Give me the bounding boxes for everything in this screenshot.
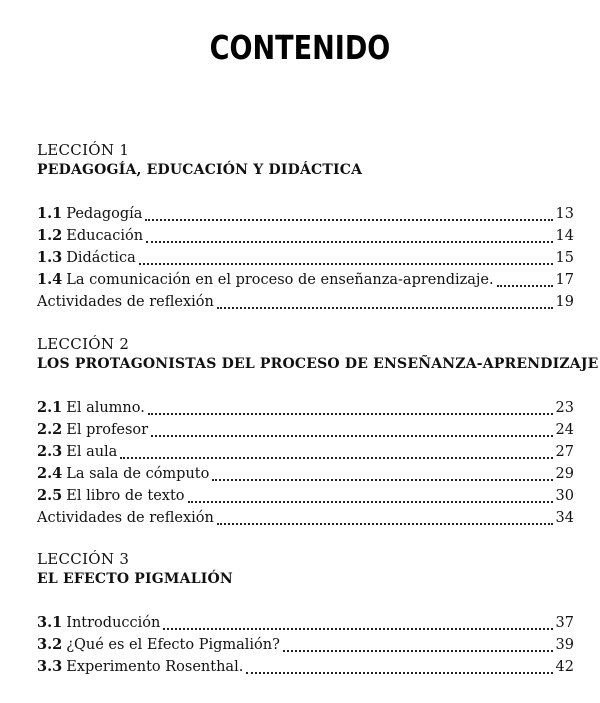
dot-leader: [217, 523, 553, 525]
toc-entry[interactable]: [37, 269, 574, 291]
lesson-title: EL EFECTO PIGMALIÓN: [37, 571, 233, 587]
entry-number: 2.3: [37, 443, 63, 460]
toc-entry-list: [37, 397, 574, 529]
entry-label: Experimento Rosenthal.: [66, 659, 244, 675]
entry-label: El alumno.: [66, 400, 145, 416]
entry-label: ¿Qué es el Efecto Pigmalión?: [66, 637, 280, 653]
lesson-number: LECCIÓN 2: [37, 335, 130, 353]
toc-entry-list: [37, 203, 574, 313]
entry-number: 2.2: [37, 421, 63, 438]
dot-leader: [497, 285, 553, 287]
dot-leader: [120, 457, 552, 459]
toc-entry-list: [37, 612, 574, 678]
entry-page: 13: [555, 206, 574, 222]
entry-number: 2.1: [37, 399, 63, 416]
entry-page: 14: [555, 228, 574, 244]
entry-page: 15: [555, 250, 574, 266]
page-title: CONTENIDO: [209, 28, 391, 67]
entry-page: 29: [555, 466, 574, 482]
entry-number: 1.4: [37, 271, 63, 288]
entry-label: Introducción: [66, 615, 161, 631]
dot-leader: [151, 435, 552, 437]
entry-label: Educación: [66, 228, 144, 244]
lesson-2-section: [37, 334, 599, 529]
entry-page: 30: [555, 488, 574, 504]
toc-entry[interactable]: [37, 612, 574, 634]
toc-entry[interactable]: [37, 485, 574, 507]
toc-entry[interactable]: [37, 634, 574, 656]
toc-entry[interactable]: [37, 291, 574, 313]
dot-leader: [146, 241, 553, 243]
entry-page: 34: [555, 510, 574, 526]
dot-leader: [163, 628, 552, 630]
toc-entry[interactable]: [37, 463, 574, 485]
entry-page: 17: [555, 272, 574, 288]
entry-number: 2.5: [37, 487, 63, 504]
entry-number: 1.3: [37, 249, 63, 266]
entry-number: 2.4: [37, 465, 63, 482]
entry-page: 37: [555, 615, 574, 631]
toc-entry[interactable]: [37, 225, 574, 247]
entry-label: Pedagogía: [66, 206, 143, 222]
dot-leader: [212, 479, 552, 481]
toc-entry[interactable]: [37, 419, 574, 441]
entry-label: Actividades de reflexión: [37, 294, 214, 310]
toc-entry[interactable]: [37, 507, 574, 529]
dot-leader: [148, 413, 553, 415]
lesson-title: LOS PROTAGONISTAS DEL PROCESO DE ENSEÑANZA-APRENDIZAJE: [37, 356, 599, 372]
dot-leader: [246, 672, 552, 674]
entry-label: Actividades de reflexión: [37, 510, 214, 526]
dot-leader: [188, 501, 553, 503]
dot-leader: [217, 307, 553, 309]
dot-leader: [283, 650, 553, 652]
lesson-3-section: [37, 549, 574, 678]
dot-leader: [145, 219, 552, 221]
entry-page: 42: [555, 659, 574, 675]
entry-page: 39: [555, 637, 574, 653]
lesson-title: PEDAGOGÍA, EDUCACIÓN Y DIDÁCTICA: [37, 162, 363, 178]
toc-entry[interactable]: [37, 247, 574, 269]
entry-number: 3.3: [37, 658, 63, 675]
entry-label: El profesor: [66, 422, 149, 438]
entry-label: El libro de texto: [66, 488, 185, 504]
entry-label: Didáctica: [66, 250, 136, 266]
lesson-1-section: [37, 140, 574, 313]
entry-number: 1.1: [37, 205, 63, 222]
entry-label: La comunicación en el proceso de enseñanza-aprendizaje.: [66, 272, 494, 288]
lesson-number: LECCIÓN 1: [37, 141, 130, 159]
entry-label: La sala de cómputo: [66, 466, 210, 482]
entry-number: 3.2: [37, 636, 63, 653]
toc-entry[interactable]: [37, 397, 574, 419]
toc-entry[interactable]: [37, 203, 574, 225]
dot-leader: [139, 263, 553, 265]
entry-label: El aula: [66, 444, 118, 460]
entry-page: 23: [555, 400, 574, 416]
entry-page: 27: [555, 444, 574, 460]
entry-number: 3.1: [37, 614, 63, 631]
entry-page: 19: [555, 294, 574, 310]
toc-entry[interactable]: [37, 656, 574, 678]
lesson-number: LECCIÓN 3: [37, 550, 130, 568]
toc-entry[interactable]: [37, 441, 574, 463]
entry-page: 24: [555, 422, 574, 438]
entry-number: 1.2: [37, 227, 63, 244]
